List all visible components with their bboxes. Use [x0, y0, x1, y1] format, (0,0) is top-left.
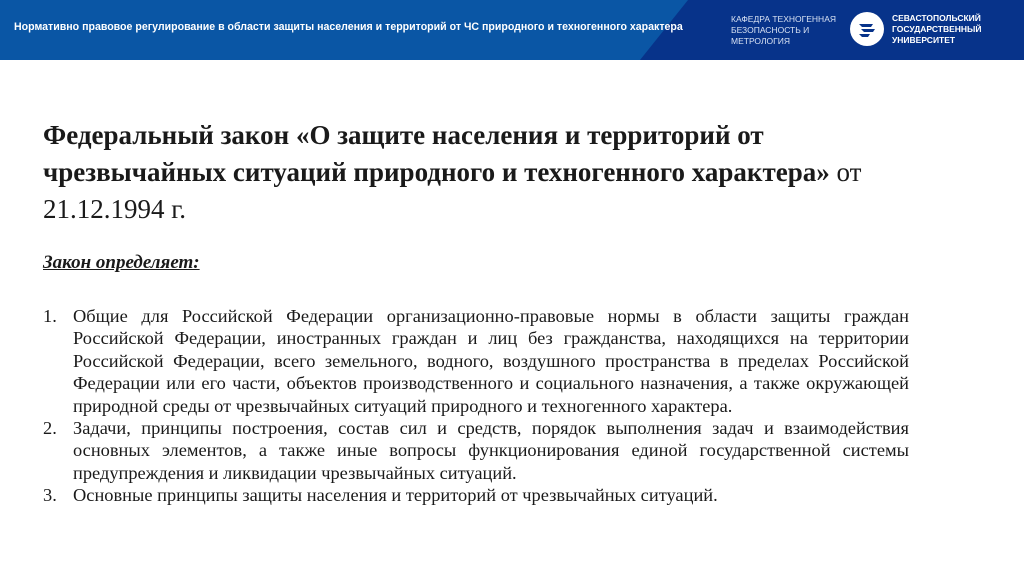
- university-line: УНИВЕРСИТЕТ: [892, 35, 956, 45]
- department-line: МЕТРОЛОГИЯ: [731, 36, 790, 46]
- header-bar: [0, 0, 1024, 60]
- list-item-number: 2.: [43, 418, 57, 439]
- department-line: БЕЗОПАСНОСТЬ И: [731, 25, 810, 35]
- list-item-text: Задачи, принципы построения, состав сил и средств, порядок выполнения задач и взаимодействия основных элементов, а также иные вопросы функционирования единой государственной системы предупреждения и ликвидации чрезвычайных ситуаций.: [73, 418, 909, 483]
- law-date: от 21.12.1994 г.: [43, 157, 862, 224]
- header-title: Нормативно правовое регулирование в области защиты населения и территорий от ЧС природного и техногенного характера: [14, 21, 683, 33]
- list-item-number: 1.: [43, 306, 57, 326]
- university-name: [892, 13, 982, 46]
- law-title-name: Федеральный закон «О защите населения и территорий от чрезвычайных ситуаций природного и техногенного характера»: [43, 120, 830, 187]
- provisions-list: [43, 305, 909, 507]
- section-subheading: Закон определяет:: [43, 252, 200, 273]
- list-item-text: Общие для Российской Федерации организационно-правовые нормы в области защиты граждан Российской Федерации, иностранных граждан и лиц без гражданства, находящихся на территории Российской Федерации, всего земельного, водного, воздушного пространства в пределах Российской Федерации или его части, объектов производственного и социального назначения, а также окружающей природной среды от чрезвычайных ситуаций природного и техногенного характера.: [73, 306, 909, 416]
- university-line: ГОСУДАРСТВЕННЫЙ: [892, 24, 982, 34]
- department-name: [731, 14, 836, 47]
- university-logo-icon: [850, 12, 884, 46]
- university-line: СЕВАСТОПОЛЬСКИЙ: [892, 13, 981, 23]
- list-item: [43, 305, 909, 417]
- law-title: [43, 117, 923, 228]
- list-item: [43, 484, 909, 506]
- list-item: [43, 417, 909, 484]
- list-item-text: Основные принципы защиты населения и территорий от чрезвычайных ситуаций.: [73, 485, 718, 506]
- department-line: КАФЕДРА ТЕХНОГЕННАЯ: [731, 14, 836, 24]
- list-item-number: 3.: [43, 485, 57, 506]
